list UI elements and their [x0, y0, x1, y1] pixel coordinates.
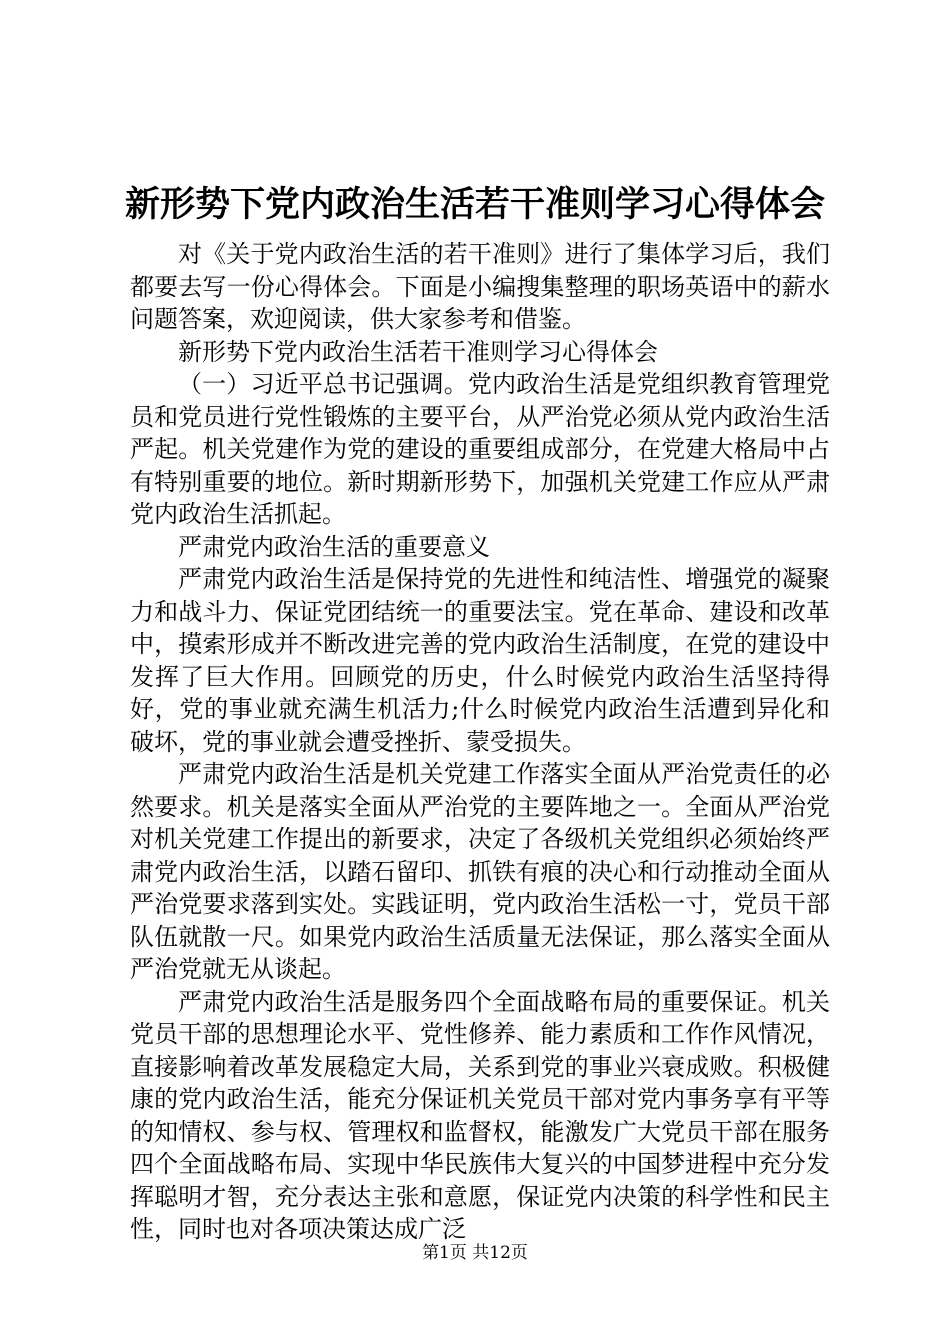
paragraph-body: 严肃党内政治生活是机关党建工作落实全面从严治党责任的必然要求。机关是落实全面从严治党的主要阵地之一。全面从严治党对机关党建工作提出的新要求，决定了各级机关党组织必须始终严肃党内政治生活，以踏石留印、抓铁有痕的决心和行动推动全面从严治党要求落到实处。实践证明，党内政治生活松一寸，党员干部队伍就散一尺。如果党内政治生活质量无法保证，那么落实全面从严治党就无从谈起。 — [130, 760, 830, 983]
paragraph-body: 严肃党内政治生活是保持党的先进性和纯洁性、增强党的凝聚力和战斗力、保证党团结统一的重要法宝。党在革命、建设和改革中，摸索形成并不断改进完善的党内政治生活制度，在党的建设中发挥了巨大作用。回顾党的历史，什么时候党内政治生活坚持得好，党的事业就充满生机活力;什么时候党内政治生活遭到异化和破坏，党的事业就会遭受挫折、蒙受损失。 — [130, 565, 830, 756]
page-number-indicator: 第1页 共12页 — [422, 1243, 528, 1263]
document-title: 新形势下党内政治生活若干准则学习心得体会 — [124, 184, 825, 225]
paragraph-section-one: （一）习近平总书记强调。党内政治生活是党组织教育管理党员和党员进行党性锻炼的主要平台，从严治党必须从党内政治生活严起。机关党建作为党的建设的重要组成部分，在党建大格局中占有特别重要的地位。新时期新形势下，加强机关党建工作应从严肃党内政治生活抓起。 — [130, 370, 830, 528]
page-footer — [0, 1241, 950, 1265]
paragraph-body: 严肃党内政治生活是服务四个全面战略布局的重要保证。机关党员干部的思想理论水平、党性修养、能力素质和工作作风情况，直接影响着改革发展稳定大局，关系到党的事业兴衰成败。积极健康的党内政治生活，能充分保证机关党员干部对党内事务享有平等的知情权、参与权、管理权和监督权，能激发广大党员干部在服务四个全面战略布局、实现中华民族伟大复兴的中国梦进程中充分发挥聪明才智，充分表达主张和意愿，保证党内决策的科学性和民主性，同时也对各项决策达成广泛 — [130, 987, 830, 1243]
paragraph-heading-importance: 严肃党内政治生活的重要意义 — [178, 532, 490, 561]
paragraph-intro: 对《关于党内政治生活的若干准则》进行了集体学习后，我们都要去写一份心得体会。下面是小编搜集整理的职场英语中的薪水问题答案，欢迎阅读，供大家参考和借鉴。 — [130, 240, 830, 333]
document-body — [130, 238, 830, 1246]
paragraph-subtitle: 新形势下党内政治生活若干准则学习心得体会 — [178, 337, 658, 366]
